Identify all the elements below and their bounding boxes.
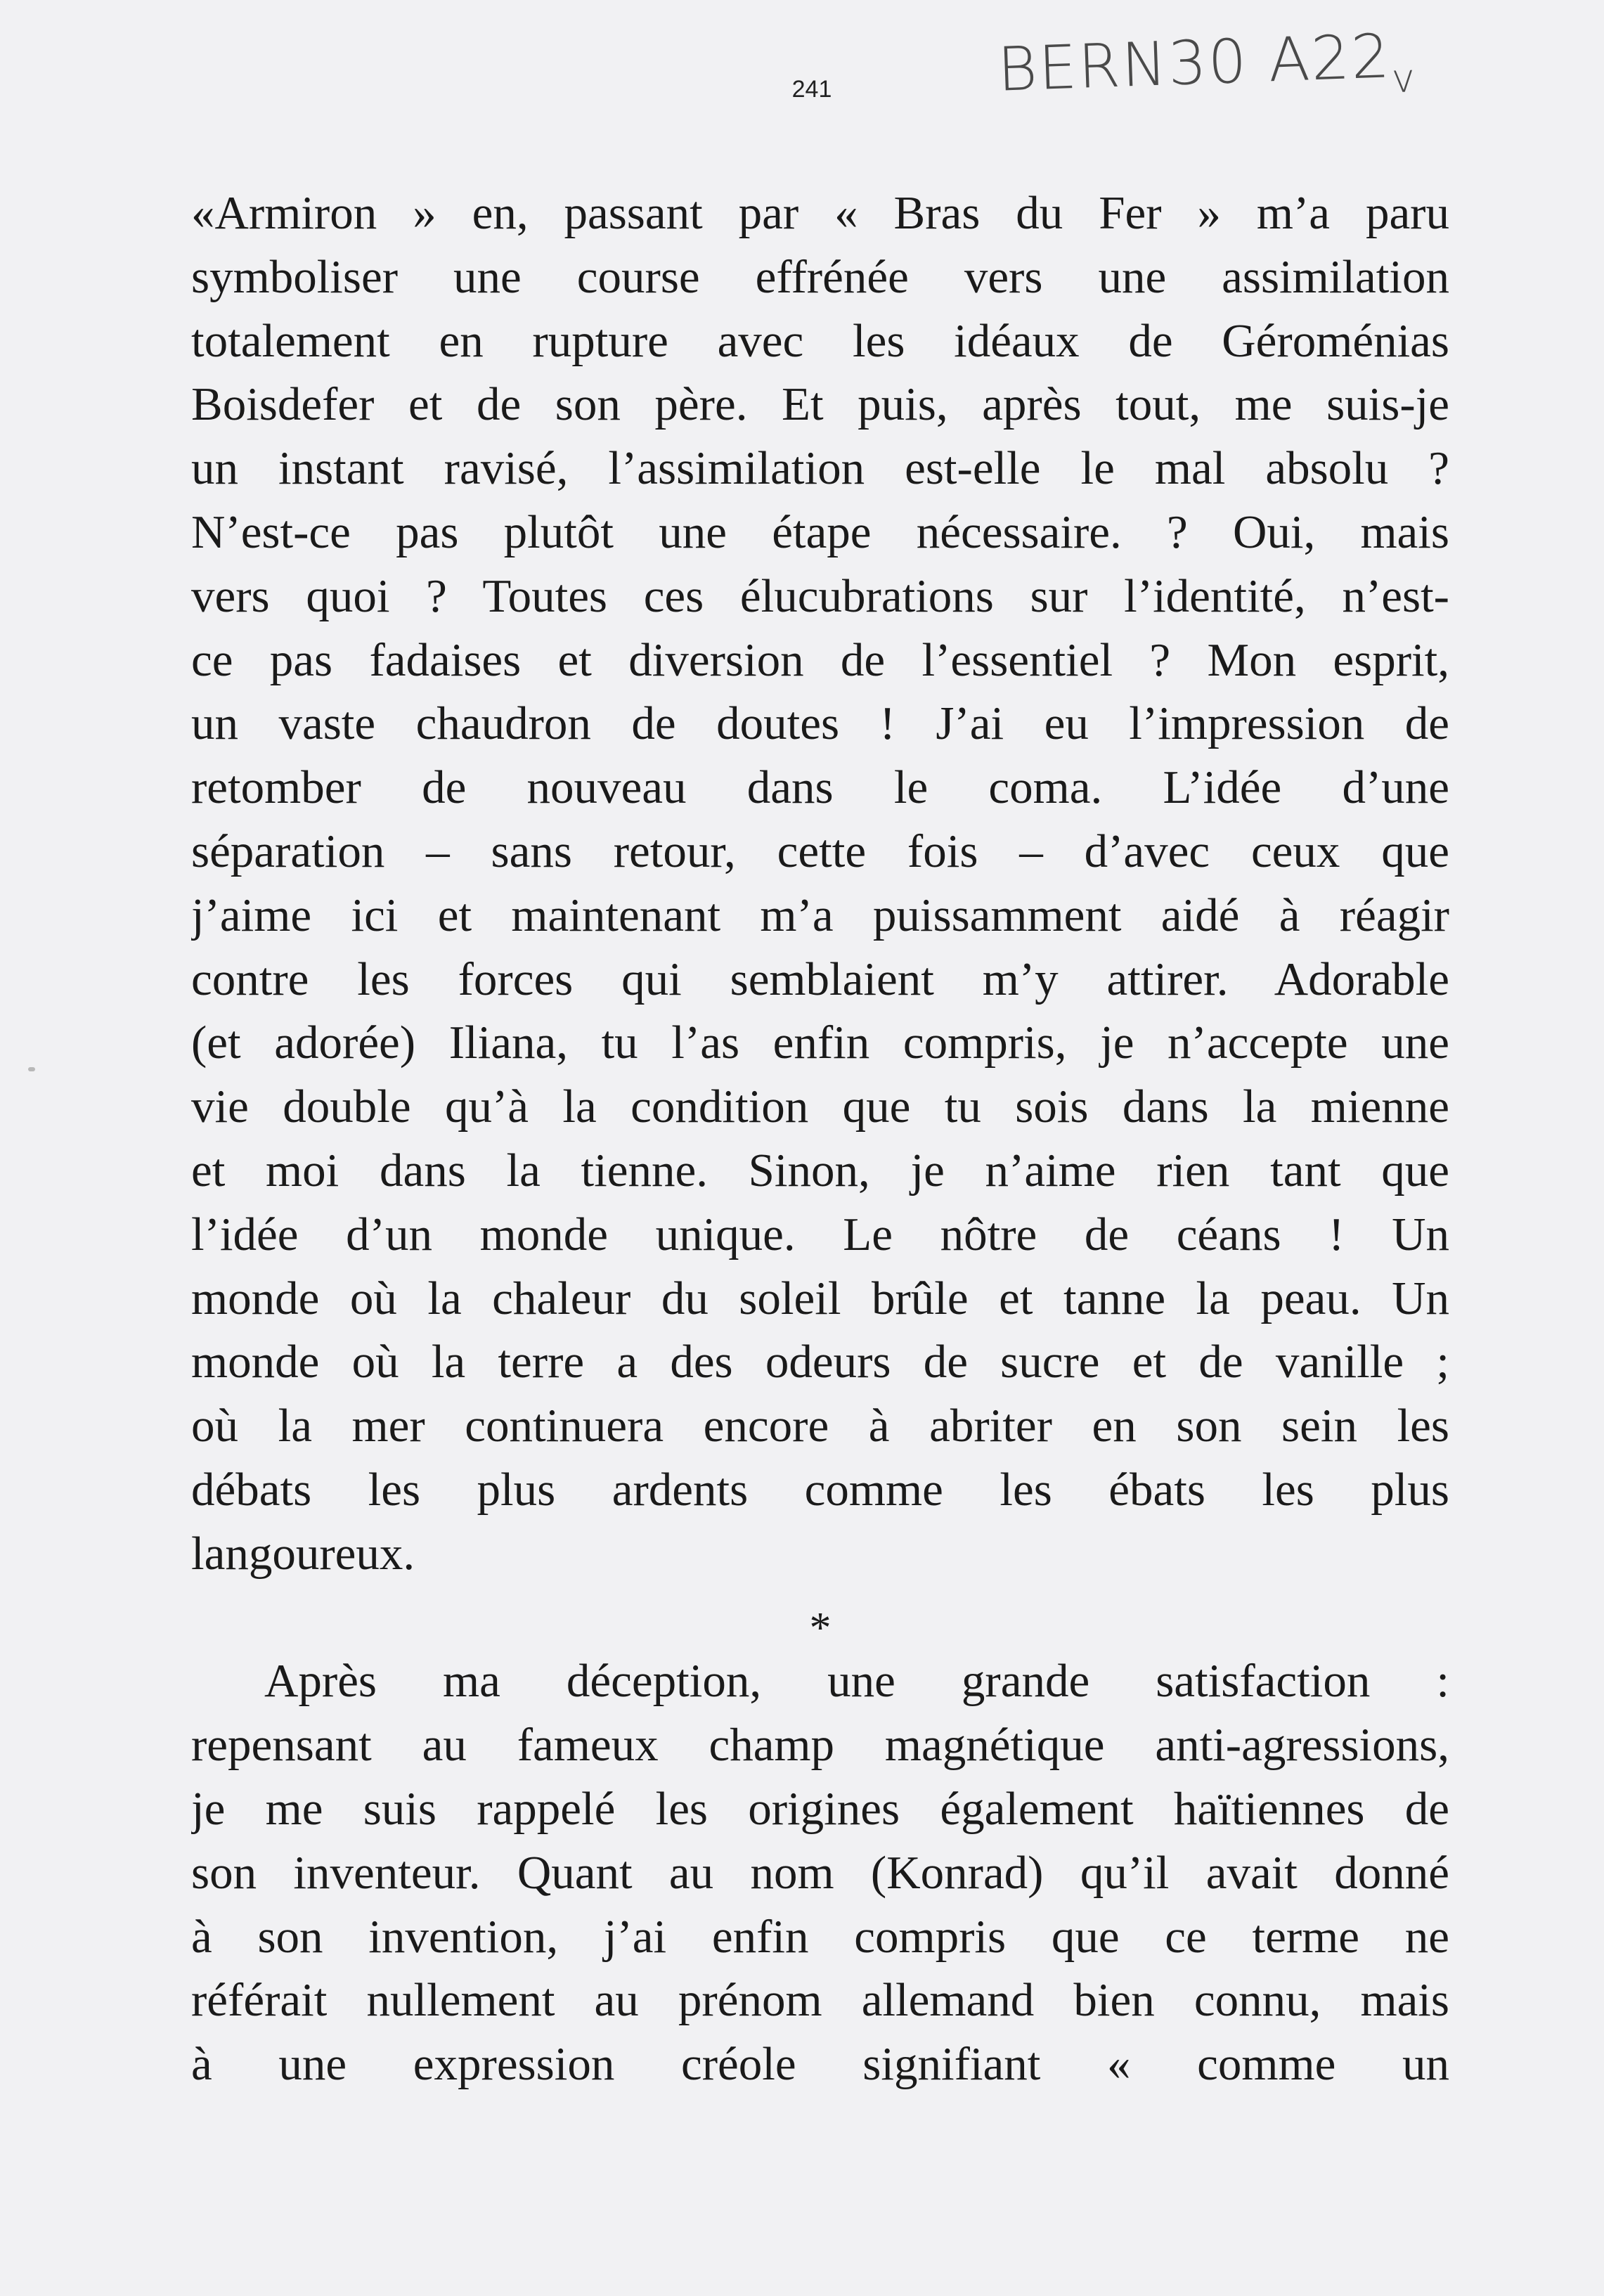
text-line: l’idée d’un monde unique. Le nôtre de céans ! Un — [191, 1208, 1449, 1260]
text-line: où la mer continuera encore à abriter en son sein les — [191, 1400, 1449, 1452]
text-line: vers quoi ? Toutes ces élucubrations sur l’identité, n’est- — [191, 569, 1449, 622]
text-line: langoureux. — [191, 1527, 415, 1580]
text-line: vie double qu’à la condition que tu sois dans la mienne — [191, 1081, 1449, 1133]
text-line: monde où la chaleur du soleil brûle et tanne la peau. Un — [191, 1272, 1449, 1324]
text-line: N’est-ce pas plutôt une étape nécessaire. ? Oui, mais — [191, 505, 1449, 558]
section-separator: * — [809, 1604, 832, 1652]
text-line: séparation – sans retour, cette fois – d’avec ceux que — [191, 825, 1449, 877]
text-line: un vaste chaudron de doutes ! J’ai eu l’impression de — [191, 697, 1449, 750]
text-line: contre les forces qui semblaient m’y attirer. Adorable — [191, 953, 1449, 1005]
text-line: je me suis rappelé les origines également haïtiennes de — [191, 1782, 1449, 1835]
archive-handwritten-mark — [996, 21, 1418, 140]
text-line: totalement en rupture avec les idéaux de Géroménias — [191, 314, 1449, 367]
text-line: un instant ravisé, l’assimilation est-elle le mal absolu ? — [191, 442, 1449, 495]
text-line: ce pas fadaises et diversion de l’essentiel ? Mon esprit, — [191, 633, 1449, 686]
text-line: à une expression créole signifiant « comme un — [191, 2038, 1449, 2091]
text-line: à son invention, j’ai enfin compris que ce terme ne — [191, 1910, 1449, 1963]
page-number: 241 — [791, 76, 832, 103]
text-line: symboliser une course effrénée vers une assimilation — [191, 250, 1449, 303]
text-line: j’aime ici et maintenant m’a puissamment aidé à réagir — [191, 889, 1449, 941]
text-line: et moi dans la tienne. Sinon, je n’aime rien tant que — [191, 1144, 1449, 1197]
text-line: monde où la terre a des odeurs de sucre et de vanille ; — [191, 1336, 1449, 1388]
text-line: Après ma déception, une grande satisfaction : — [264, 1655, 1449, 1708]
text-line: «Armiron » en, passant par « Bras du Fer » m’a paru — [191, 187, 1449, 239]
body-text — [191, 181, 1449, 2096]
archive-mark-folio-suffix: v — [1390, 56, 1418, 103]
text-line: Boisdefer et de son père. Et puis, après tout, me suis-je — [191, 378, 1449, 431]
text-line: son inventeur. Quant au nom (Konrad) qu’il avait donné — [191, 1846, 1449, 1899]
archive-mark-code: BERN30 — [996, 26, 1249, 105]
text-line: retomber de nouveau dans le coma. L’idée d’une — [191, 761, 1449, 814]
text-line: (et adorée) Iliana, tu l’as enfin compris, je n’accepte une — [191, 1017, 1449, 1069]
text-line: débats les plus ardents comme les ébats les plus — [191, 1463, 1449, 1516]
text-line: référait nullement au prénom allemand bien connu, mais — [191, 1974, 1449, 2027]
text-line: repensant au fameux champ magnétique anti-agressions, — [191, 1719, 1449, 1772]
scan-speck — [28, 1067, 35, 1071]
archive-mark-folio: A22 — [1267, 21, 1392, 96]
